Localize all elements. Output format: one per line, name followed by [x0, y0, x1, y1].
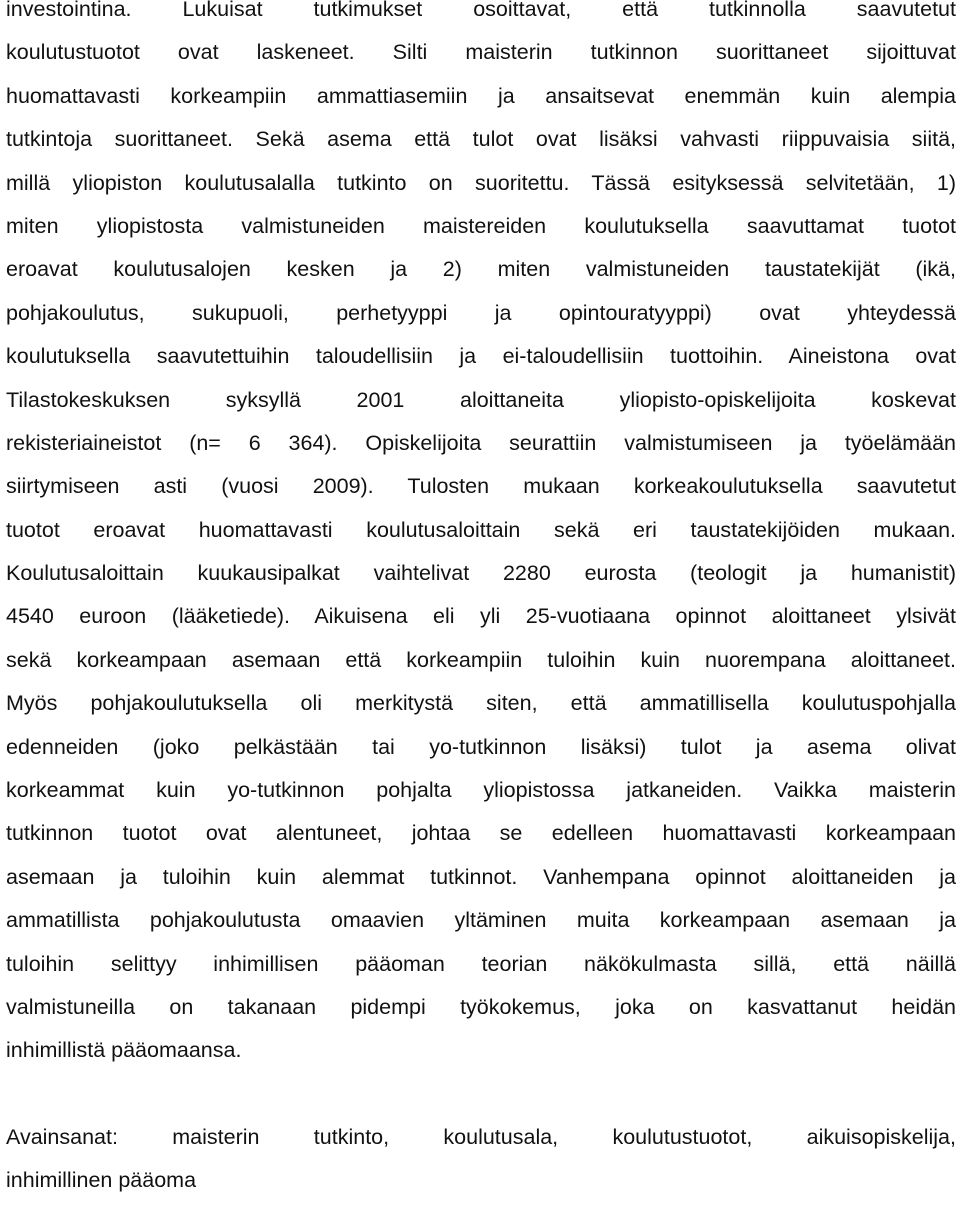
abstract-line: millä yliopiston koulutusalalla tutkinto on suoritettu. Tässä esityksessä selvitetään, 1)	[6, 170, 956, 195]
abstract-line: valmistuneilla on takanaan pidempi työkokemus, joka on kasvattanut heidän	[6, 994, 956, 1019]
abstract-line: tutkinnon tuotot ovat alentuneet, johtaa se edelleen huomattavasti korkeampaan	[6, 821, 956, 846]
abstract-line: Myös pohjakoulutuksella oli merkitystä siten, että ammatillisella koulutuspohjalla	[6, 691, 956, 716]
abstract-line: tuloihin selittyy inhimillisen pääoman teorian näkökulmasta sillä, että näillä	[6, 951, 956, 976]
abstract-line: eroavat koulutusalojen kesken ja 2) miten valmistuneiden taustatekijät (ikä,	[6, 257, 956, 282]
abstract-line: ammatillista pohjakoulutusta omaavien yltäminen muita korkeampaan asemaan ja	[6, 908, 956, 933]
abstract-line: tutkintoja suorittaneet. Sekä asema että tulot ovat lisäksi vahvasti riippuvaisia siitä,	[6, 127, 956, 152]
abstract-line: koulutuksella saavutettuihin taloudellisiin ja ei-taloudellisiin tuottoihin. Aineistona ovat	[6, 344, 956, 369]
abstract-line: rekisteriaineistot (n= 6 364). Opiskelijoita seurattiin valmistumiseen ja työelämään	[6, 430, 956, 455]
abstract-line: huomattavasti korkeampiin ammattiasemiin ja ansaitsevat enemmän kuin alempia	[6, 83, 956, 108]
abstract-line: investointina. Lukuisat tutkimukset osoittavat, että tutkinnolla saavutetut	[6, 0, 956, 21]
abstract-line: siirtymiseen asti (vuosi 2009). Tulosten mukaan korkeakoulutuksella saavutetut	[6, 474, 956, 499]
abstract-line: sekä korkeampaan asemaan että korkeampiin tuloihin kuin nuorempana aloittaneet.	[6, 647, 956, 672]
abstract-line: Tilastokeskuksen syksyllä 2001 aloittaneita yliopisto-opiskelijoita koskevat	[6, 387, 956, 412]
abstract-line: asemaan ja tuloihin kuin alemmat tutkinnot. Vanhempana opinnot aloittaneiden ja	[6, 864, 956, 889]
abstract-line: koulutustuotot ovat laskeneet. Silti maisterin tutkinnon suorittaneet sijoittuvat	[6, 40, 956, 65]
keywords-line: inhimillinen pääoma	[6, 1168, 197, 1193]
abstract-line: 4540 euroon (lääketiede). Aikuisena eli yli 25-vuotiaana opinnot aloittaneet ylsivät	[6, 604, 956, 629]
abstract-paragraph	[6, 0, 956, 1073]
abstract-line: miten yliopistosta valmistuneiden maistereiden koulutuksella saavuttamat tuotot	[6, 213, 956, 238]
abstract-line: korkeammat kuin yo-tutkinnon pohjalta yliopistossa jatkaneiden. Vaikka maisterin	[6, 778, 956, 803]
keywords-line: Avainsanat: maisterin tutkinto, koulutusala, koulutustuotot, aikuisopiskelija,	[6, 1125, 956, 1149]
abstract-line: edenneiden (joko pelkästään tai yo-tutkinnon lisäksi) tulot ja asema olivat	[6, 734, 956, 759]
keywords-paragraph	[6, 1116, 956, 1203]
document-page	[6, 0, 956, 1193]
abstract-line: tuotot eroavat huomattavasti koulutusaloittain sekä eri taustatekijöiden mukaan.	[6, 517, 956, 542]
abstract-line: inhimillistä pääomaansa.	[6, 1038, 242, 1063]
abstract-line: pohjakoulutus, sukupuoli, perhetyyppi ja opintouratyyppi) ovat yhteydessä	[6, 300, 956, 325]
abstract-line: Koulutusaloittain kuukausipalkat vaihtelivat 2280 eurosta (teologit ja humanistit)	[6, 561, 956, 586]
